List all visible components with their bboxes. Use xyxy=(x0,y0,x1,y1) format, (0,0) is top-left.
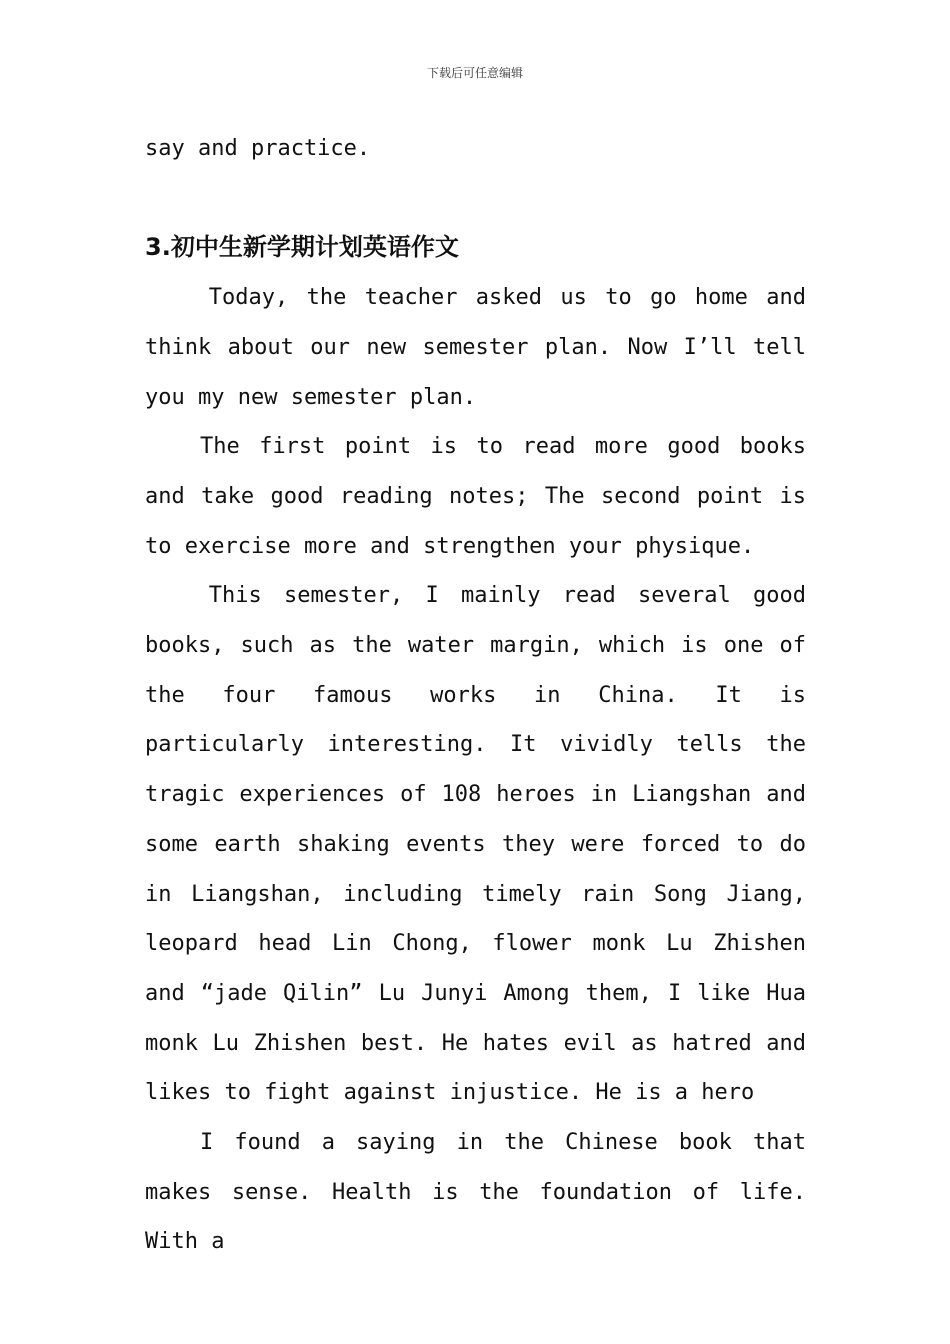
paragraph-1: Today, the teacher asked us to go home and think about our new semester plan. Now I’ll tell you my new semester plan. xyxy=(145,285,806,410)
paragraph-3: This semester, I mainly read several good books, such as the water margin, which is one of the four famous works in China. It is particularly interesting. It vividly tells the tragic experiences of 108 heroes in Liangshan and some earth shaking events they were forced to do in Liangshan, including timely rain Song Jiang, leopard head Lin Chong, flower monk Lu Zhishen and “jade Qilin” Lu Junyi Among them, I like Hua monk Lu Zhishen best. He hates evil as hatred and likes to fight against injustice. He is a hero xyxy=(145,583,806,1106)
lead-line: say and practice. xyxy=(145,136,371,161)
section-heading: 3.初中生新学期计划英语作文 xyxy=(145,233,459,262)
header-note: 下载后可任意编辑 xyxy=(426,66,523,80)
paragraph-2: The first point is to read more good books and take good reading notes; The second point is to exercise more and strengthen your physique. xyxy=(145,434,806,559)
paragraph-4: I found a saying in the Chinese book that makes sense. Health is the foundation of life. With a xyxy=(145,1130,806,1255)
document-body xyxy=(145,124,806,1267)
